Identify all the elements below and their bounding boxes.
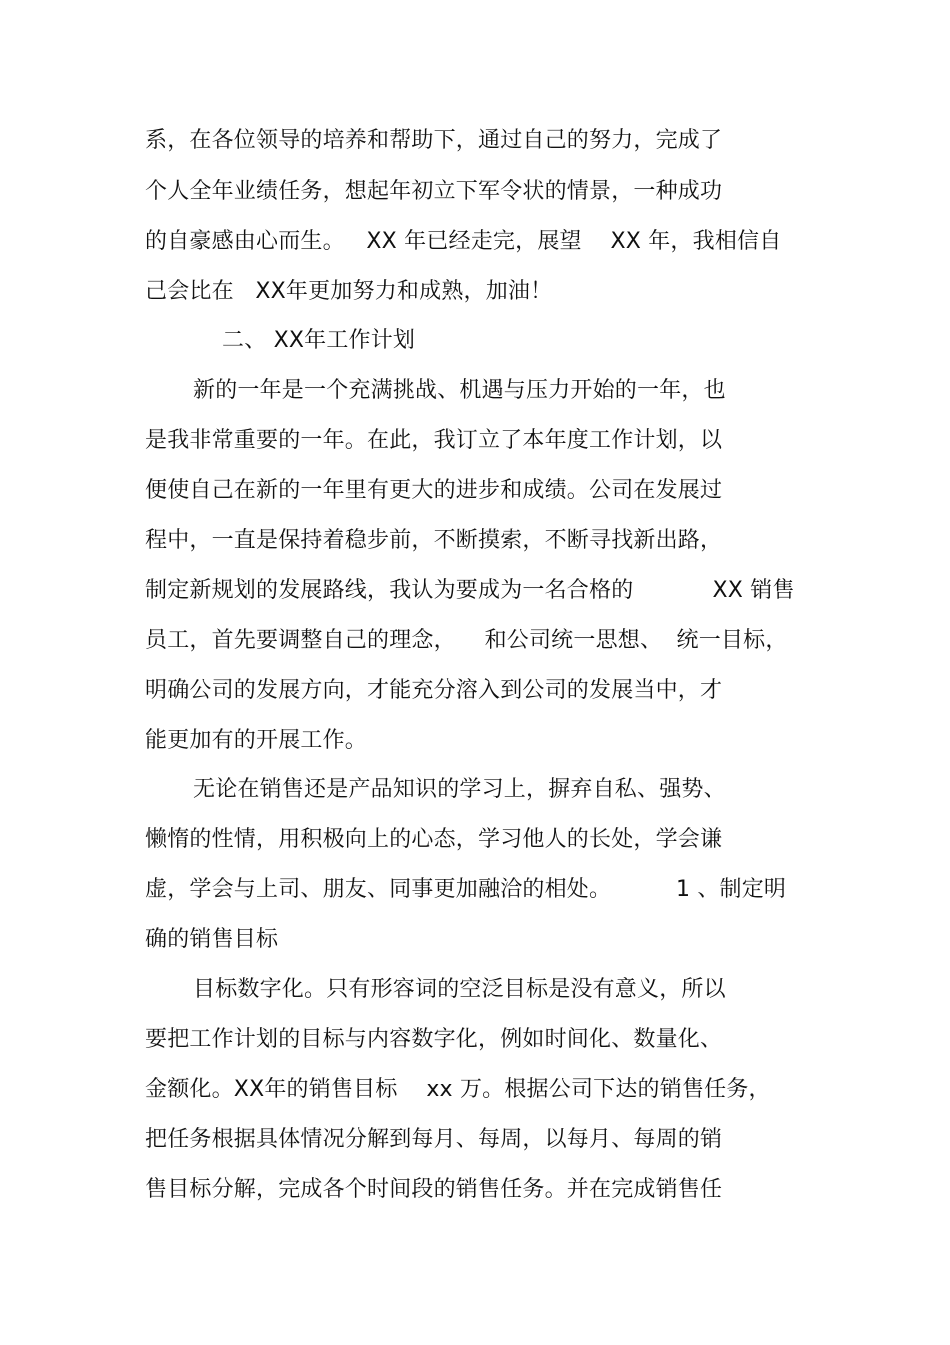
paragraph-first-line: 新的一年是一个充满挑战、机遇与压力开始的一年，也 (193, 378, 726, 403)
text-line: 能更加有的开展工作。 (145, 728, 368, 753)
text-line: 虚，学会与上司、朋友、同事更加融洽的相处。 1 、制定明 (145, 877, 787, 902)
text-line: 便使自己在新的一年里有更大的进步和成绩。公司在发展过 (145, 478, 723, 503)
text-line: 售目标分解，完成各个时间段的销售任务。并在完成销售任 (145, 1177, 723, 1202)
text-line: 员工，首先要调整自己的理念， 和公司统一思想、 统一目标， (145, 628, 788, 653)
paragraph-first-line: 目标数字化。只有形容词的空泛目标是没有意义，所以 (193, 977, 726, 1002)
text-line: 金额化。XX年的销售目标 xx 万。根据公司下达的销售任务， (145, 1077, 771, 1102)
text-line: 己会比在 XX年更加努力和成熟，加油！ (145, 279, 553, 304)
paragraph-first-line: 无论在销售还是产品知识的学习上，摒弃自私、强势、 (193, 777, 726, 802)
text-line: 个人全年业绩任务，想起年初立下军令状的情景，一种成功 (145, 179, 723, 204)
text-line: 的自豪感由心而生。 XX 年已经走完，展望 XX 年，我相信自 (145, 229, 782, 254)
text-line: 要把工作计划的目标与内容数字化，例如时间化、数量化、 (145, 1027, 723, 1052)
text-line: 是我非常重要的一年。在此，我订立了本年度工作计划，以 (145, 428, 723, 453)
section-heading: 二、 XX年工作计划 (222, 328, 416, 353)
text-line: 制定新规划的发展路线，我认为要成为一名合格的 XX 销售 (145, 578, 795, 603)
text-line: 系，在各位领导的培养和帮助下，通过自己的努力，完成了 (145, 128, 723, 153)
text-line: 确的销售目标 (145, 927, 279, 952)
text-line: 懒惰的性情，用积极向上的心态，学习他人的长处，学会谦 (145, 827, 723, 852)
text-line: 把任务根据具体情况分解到每月、每周，以每月、每周的销 (145, 1127, 723, 1152)
text-line: 程中，一直是保持着稳步前，不断摸索，不断寻找新出路， (145, 528, 723, 553)
text-line: 明确公司的发展方向，才能充分溶入到公司的发展当中，才 (145, 678, 723, 703)
